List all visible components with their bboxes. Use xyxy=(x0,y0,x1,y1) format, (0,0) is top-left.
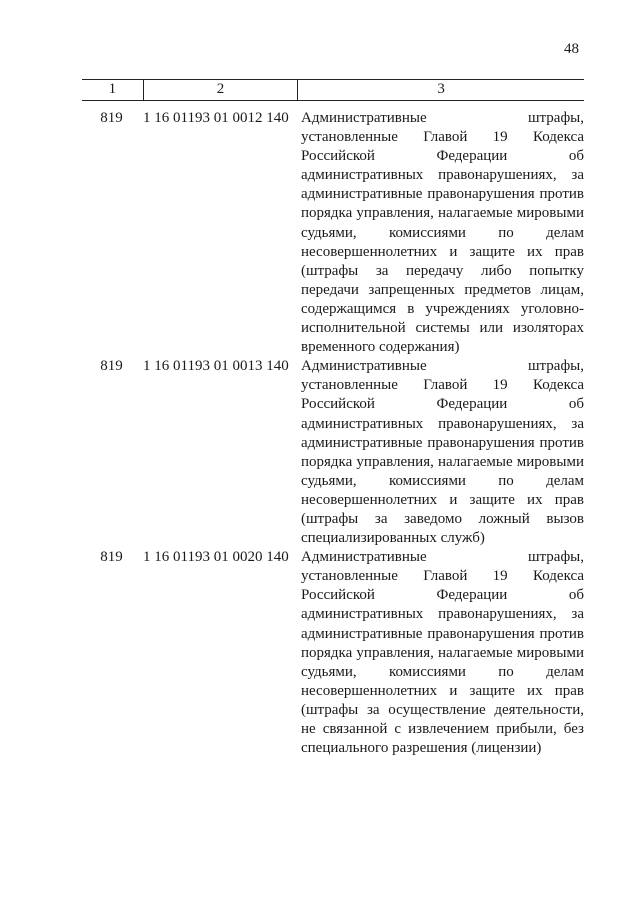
header-col-3: 3 xyxy=(297,80,584,100)
table-row xyxy=(82,109,584,357)
table-body xyxy=(82,109,584,758)
description-cell: Административные штрафы, установленные Главой 19 Кодекса Российской Федерации об административных правонарушениях, за административные правонарушения против порядка управления, налагаемые мировыми судьями, комиссиями по делам несовершеннолетних и защите их прав (штрафы за осуществление деятельности, не связанной с извлечением прибыли, без специального разрешения (лицензии) xyxy=(301,549,584,757)
admin-code-cell: 819 xyxy=(100,358,123,375)
budget-code-cell: 1 16 01193 01 0020 140 xyxy=(143,549,289,566)
header-col-2: 2 xyxy=(143,80,297,100)
budget-code-cell: 1 16 01193 01 0013 140 xyxy=(143,358,289,375)
table-row xyxy=(82,548,584,758)
admin-code-cell: 819 xyxy=(100,549,123,566)
table-row xyxy=(82,357,584,548)
header-col-1: 1 xyxy=(108,81,117,97)
description-cell: Административные штрафы, установленные Главой 19 Кодекса Российской Федерации об административных правонарушениях, за административные правонарушения против порядка управления, налагаемые мировыми судьями, комиссиями по делам несовершеннолетних и защите их прав (штрафы за заведомо ложный вызов специализированных служб) xyxy=(301,358,584,547)
admin-code-cell: 819 xyxy=(100,110,123,126)
budget-code-cell: 1 16 01193 01 0012 140 xyxy=(143,110,289,126)
description-cell: Административные штрафы, установленные Главой 19 Кодекса Российской Федерации об административных правонарушениях, за административные правонарушения против порядка управления, налагаемые мировыми судьями, комиссиями по делам несовершеннолетних и защите их прав (штрафы за передачу либо попытку передачи запрещенных предметов лицам, содержащимся в учреждениях уголовно-исполнительной системы или изоляторах временного содержания) xyxy=(301,110,584,356)
table-header xyxy=(82,79,584,101)
page-number: 48 xyxy=(564,41,579,57)
budget-codes-table xyxy=(82,79,584,758)
